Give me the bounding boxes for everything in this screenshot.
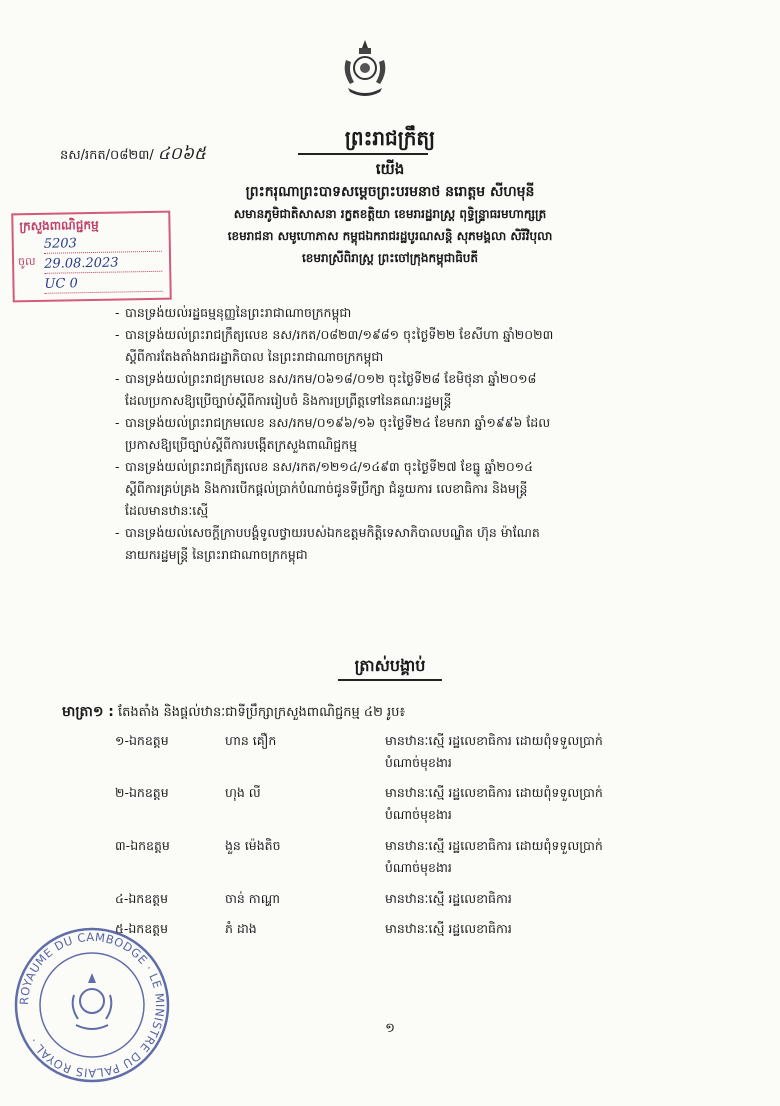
- rank-line: មានឋានៈស្មើ រដ្ឋលេខាធិការ ដោយពុំទទួលប្រាក់: [385, 838, 603, 853]
- rank-line: បំណាច់មុខងារ: [385, 807, 452, 822]
- stamp-date: 29.08.2023: [44, 255, 162, 274]
- consideration-item: [115, 324, 755, 368]
- appointee-name: ភំ ដាង: [225, 921, 257, 936]
- consideration-line: - បានទ្រង់យល់ព្រះរាជក្រឹត្យលេខ នស/រកត/១២១៤/១៤៩៣ ចុះថ្ងៃទី២៧ ខែធ្នូ ឆ្នាំ២០១៤: [125, 459, 533, 474]
- consideration-item: [115, 302, 755, 324]
- rank-line: បំណាច់មុខងារ: [385, 755, 452, 770]
- consideration-line: នាយករដ្ឋមន្ត្រី នៃព្រះរាជាណាចក្រកម្ពុជា: [125, 547, 308, 562]
- stamp-header: ក្រសួងពាណិជ្ជកម្ម: [19, 217, 99, 234]
- appointee-rank: [385, 730, 685, 774]
- appointee-name: ងួន ម៉េងតិច: [225, 838, 281, 853]
- consideration-line: - បានទ្រង់យល់ព្រះរាជក្រឹត្យលេខ នស/រកត/០៨២៣/១៩៨១ ចុះថ្ងៃទី២២ ខែសីហា ឆ្នាំ២០២៣: [125, 327, 554, 342]
- considerations-list: [115, 302, 755, 566]
- consideration-line: ស្ដីពីការតែងតាំងរាជរដ្ឋាភិបាល នៃព្រះរាជាណាចក្រកម្ពុជា: [125, 349, 384, 364]
- stamp-initials: UC 0: [44, 275, 162, 294]
- article-1: [62, 702, 405, 723]
- article-text: តែងតាំង និងផ្ដល់ឋានៈជាទីប្រឹក្សាក្រសួងពាណិជ្ជកម្ម ៤២ រូប៖: [118, 705, 406, 720]
- king-title-line-3: ខេមរាជនា សមូហោភាស កម្ពុជឯករាជរដ្ឋបូរណសន្តិ សុភមង្គលា សិរីវិបុលា: [227, 229, 553, 243]
- king-title-line-2: សមានភូមិជាតិសាសនា រក្ខតខត្តិយា ខេមរារដ្ឋរាស្ត្រ ពុទ្ធិន្ទ្រាធរមហាក្សត្រ: [233, 207, 547, 221]
- appointee-rank: [385, 782, 685, 826]
- appointee-rank: [385, 835, 685, 879]
- rank-line: មានឋានៈស្មើ រដ្ឋលេខាធិការ ដោយពុំទទួលប្រាក់: [385, 785, 603, 800]
- decision-underline: [338, 679, 442, 681]
- consideration-line: ដែលមានឋានៈស្មើ: [125, 503, 209, 518]
- rank-line: មានឋានៈស្មើ រដ្ឋលេខាធិការ: [385, 891, 512, 906]
- royal-palace-seal-icon: [12, 925, 172, 1085]
- seal-outer-text: ROYAUME DU CAMBODGE · LE MINISTRE DU PALAIS ROYAL ·: [16, 929, 168, 1081]
- page-number: ១: [385, 1021, 395, 1036]
- reference-handwritten-number: ៤០៦៥: [157, 144, 206, 164]
- appointee-rank: [385, 888, 685, 910]
- appointee-name: ហាន គឿក: [225, 733, 277, 748]
- article-label: មាត្រា១ :: [62, 704, 114, 720]
- consideration-line: - បានទ្រង់យល់ព្រះរាជក្រមលេខ នស/រកម/០១៩៦/១៦ ចុះថ្ងៃទី២៤ ខែមករា ឆ្នាំ១៩៩៦ ដែល: [125, 415, 551, 430]
- stamp-number: 5203: [44, 235, 162, 254]
- rank-line: បំណាច់មុខងារ: [385, 860, 452, 875]
- consideration-item: [115, 522, 755, 566]
- king-title-line-1: ព្រះករុណាព្រះបាទសម្ដេចព្រះបរមនាថ នរោត្តម សីហមុនី: [245, 184, 535, 200]
- appointee-number: ២-ឯកឧត្តម: [115, 785, 169, 800]
- document-title: ព្រះរាជក្រឹត្យ: [344, 126, 436, 150]
- consideration-line: ស្ដីពីការគ្រប់គ្រង និងការបើកផ្ដល់ប្រាក់បំណាច់ជូនទីប្រឹក្សា ជំនួយការ លេខាធិការ និងមន្ត្រី: [125, 481, 528, 496]
- consideration-line: ប្រកាសឱ្យប្រើច្បាប់ស្ដីពីការបង្កើតក្រសួងពាណិជ្ជកម្ម: [125, 437, 358, 452]
- consideration-item: [115, 368, 755, 412]
- appointee-name: ចាន់ កាណ្ហា: [225, 891, 280, 906]
- appointee-number: ៣-ឯកឧត្តម: [115, 838, 170, 853]
- rank-line: មានឋានៈស្មើ រដ្ឋលេខាធិការ ដោយពុំទទួលប្រាក់: [385, 733, 603, 748]
- consideration-item: [115, 456, 755, 522]
- appointee-number: ៥-ឯកឧត្តម: [115, 921, 169, 936]
- appointee-number: ៤-ឯកឧត្តម: [115, 891, 169, 906]
- consideration-line: - បានទ្រង់យល់រដ្ឋធម្មនុញ្ញនៃព្រះរាជាណាចក្រកម្ពុជា: [125, 305, 352, 320]
- appointee-rank: [385, 918, 685, 940]
- appointee-name: ហុង លី: [225, 785, 261, 800]
- reference-prefix: នស/រកត/០៨២៣/: [60, 148, 154, 163]
- consideration-line: - បានទ្រង់យល់សេចក្ដីក្រាបបង្គំទូលថ្វាយរបស់ឯកឧត្តមកិត្តិទេសាភិបាលបណ្ឌិត ហ៊ុន ម៉ាណែត: [125, 525, 540, 540]
- consideration-line: - បានទ្រង់យល់ព្រះរាជក្រមលេខ នស/រកម/០៦១៨/០១២ ចុះថ្ងៃទី២៨ ខែមិថុនា ឆ្នាំ២០១៨: [125, 371, 537, 386]
- subtitle-we: យើង: [375, 160, 405, 178]
- received-stamp: [11, 211, 172, 303]
- decision-title: ត្រាស់បង្គាប់: [354, 656, 426, 675]
- king-title-line-4: ខេមរាស្រីពិរាស្ត្រ ព្រះចៅក្រុងកម្ពុជាធិបតី: [301, 251, 479, 265]
- consideration-item: [115, 412, 755, 456]
- royal-crest-icon: [340, 38, 390, 100]
- rank-line: មានឋានៈស្មើ រដ្ឋលេខាធិការ: [385, 921, 512, 936]
- title-underline: [298, 153, 428, 155]
- stamp-label: ចូល: [17, 254, 36, 269]
- consideration-line: ដែលប្រកាសឱ្យប្រើច្បាប់ស្ដីពីការរៀបចំ និងការប្រព្រឹត្តទៅនៃគណៈរដ្ឋមន្ត្រី: [125, 393, 452, 408]
- appointee-number: ១-ឯកឧត្តម: [115, 733, 169, 748]
